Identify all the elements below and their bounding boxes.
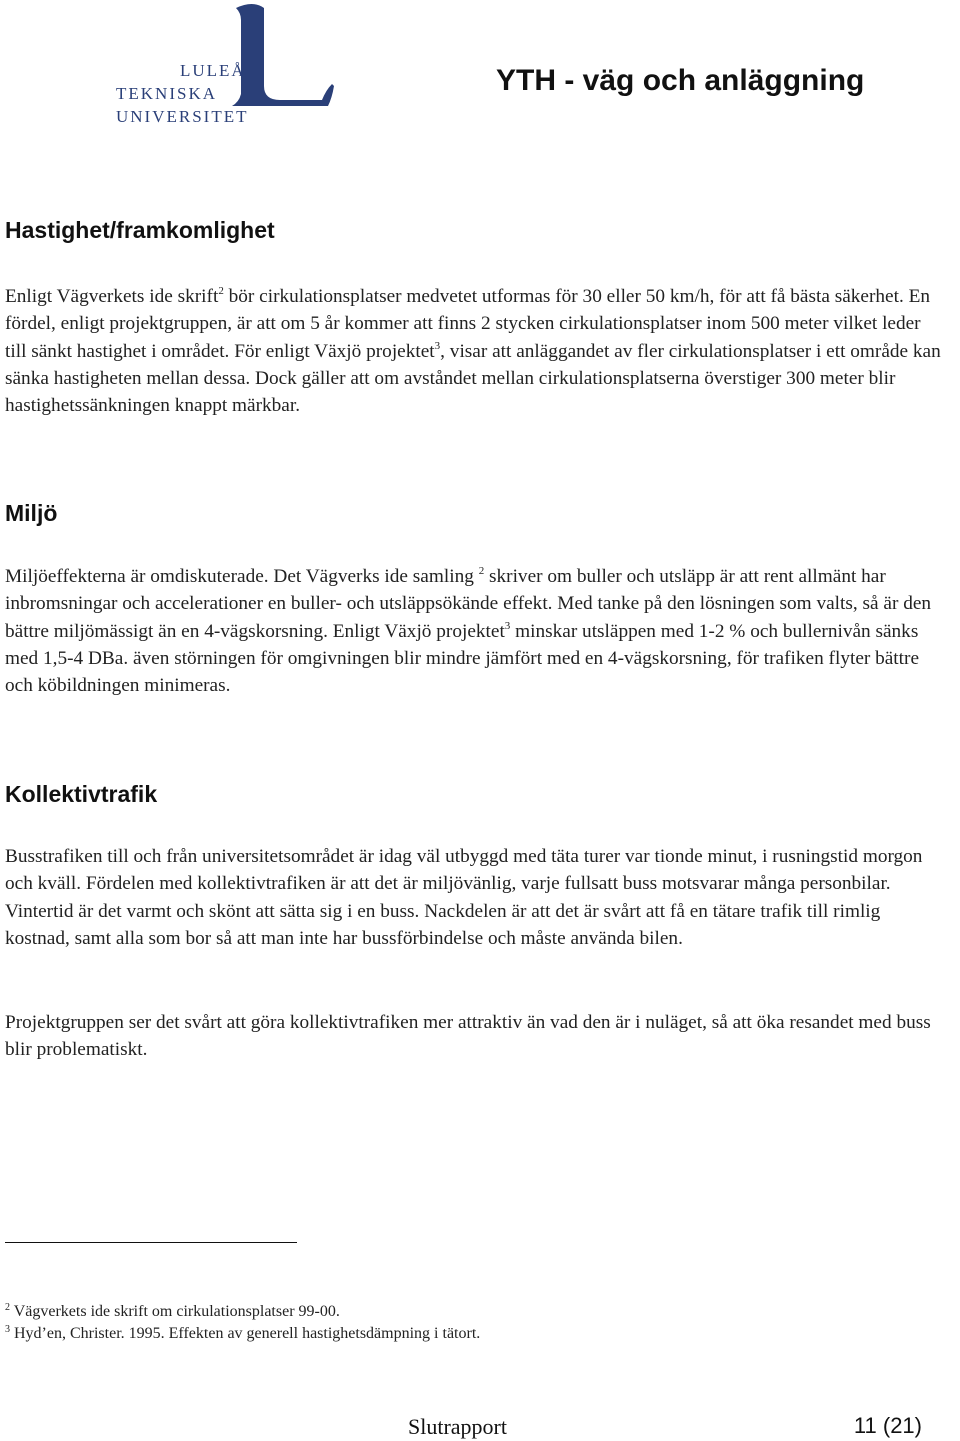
document-title: YTH - väg och anläggning [496,64,865,97]
footnote-item [5,1323,480,1345]
heading-miljo: Miljö [5,500,58,526]
logo-letter-l [232,4,334,106]
footnote-ref: 2 [478,565,485,577]
footnote-number: 3 [5,1324,10,1335]
paragraph-hastighet [5,283,943,419]
footnote-text: Hyd’en, Christer. 1995. Effekten av generell hastighetsdämpning i tätort. [10,1325,481,1342]
logo-text-line-2: TEKNISKA [116,84,217,103]
logo-text-line-1: LULEÅ [180,61,246,80]
heading-kollektivtrafik: Kollektivtrafik [5,781,158,807]
paragraph-kollektivtrafik-2: Projektgruppen ser det svårt att göra kollektivtrafiken mer attraktiv än vad den är i nuläget, så att öka resandet med buss blir problematiskt. [5,1012,931,1061]
text-run: Miljöeffekterna är omdiskuterade. Det Vägverks ide samling [5,566,479,587]
footnote-text: Vägverkets ide skrift om cirkulationsplatser 99-00. [10,1303,340,1320]
footnote-item [5,1301,480,1323]
text-run: , visar att anläggandet av fler cirkulationsplatser i ett område kan sänka hastigheten mellan dessa. Dock gäller att om avståndet mellan cirkulationsplatserna överstiger 300 meter blir hastighetssänkningen knappt märkbar. [5,340,941,417]
footnote-number: 2 [5,1302,10,1313]
footnote-separator [5,1242,297,1243]
ltu-logo [112,2,338,126]
text-run: bör cirkulationsplatser medvetet utformas för 30 eller 50 km/h, för att få bästa säkerhet. En fördel, enligt projektgruppen, är att om 5 år kommer att finns 2 stycken cirkulationsplatser inom 500 meter vilket leder till sänkt hastighet i området. För enligt Växjö projektet [5,286,931,362]
paragraph-miljo [5,563,943,699]
text-run: skriver om buller och utsläpp är att rent allmänt har inbromsningar och accelerationer en buller- och utsläppsökände effekt. Med tanke på den lösningen som valts, så är den bättre miljömässigt än en 4-vägskorsning. Enligt Växjö projektet [5,566,932,642]
footnote-ref: 2 [218,285,224,297]
text-run: minskar utsläppen med 1-2 % och bullernivån sänks med 1,5-4 DBa. även störningen för omgivningen blir mindre jämfört med en 4-vägskorsning, för trafiken flyter bättre och köbildningen minimeras. [5,620,920,697]
footnotes [5,1301,480,1345]
footer-document-name: Slutrapport [408,1414,507,1439]
footnote-ref: 3 [504,619,511,632]
text-run: Enligt Vägverkets ide skrift [5,286,219,307]
footer-page-number: 11 (21) [853,1413,922,1438]
heading-hastighet: Hastighet/framkomlighet [5,217,275,243]
logo-text-line-3: UNIVERSITET [116,107,249,126]
paragraph-kollektivtrafik-1: Busstrafiken till och från universitetsområdet är idag väl utbyggd med täta turer var tionde minut, i rusningstid morgon och kväll. Fördelen med kollektivtrafiken är att det är miljövänlig, varje fullsatt buss motsvarar många personbilar. Vintertid är det varmt och skönt att sätta sig i en buss. Nackdelen är att det är svårt att få en tätare trafik till rimlig kostnad, samt alla som bor så att man inte har bussförbindelse och måste använda bilen. [5,846,923,949]
footnote-ref: 3 [434,339,441,352]
